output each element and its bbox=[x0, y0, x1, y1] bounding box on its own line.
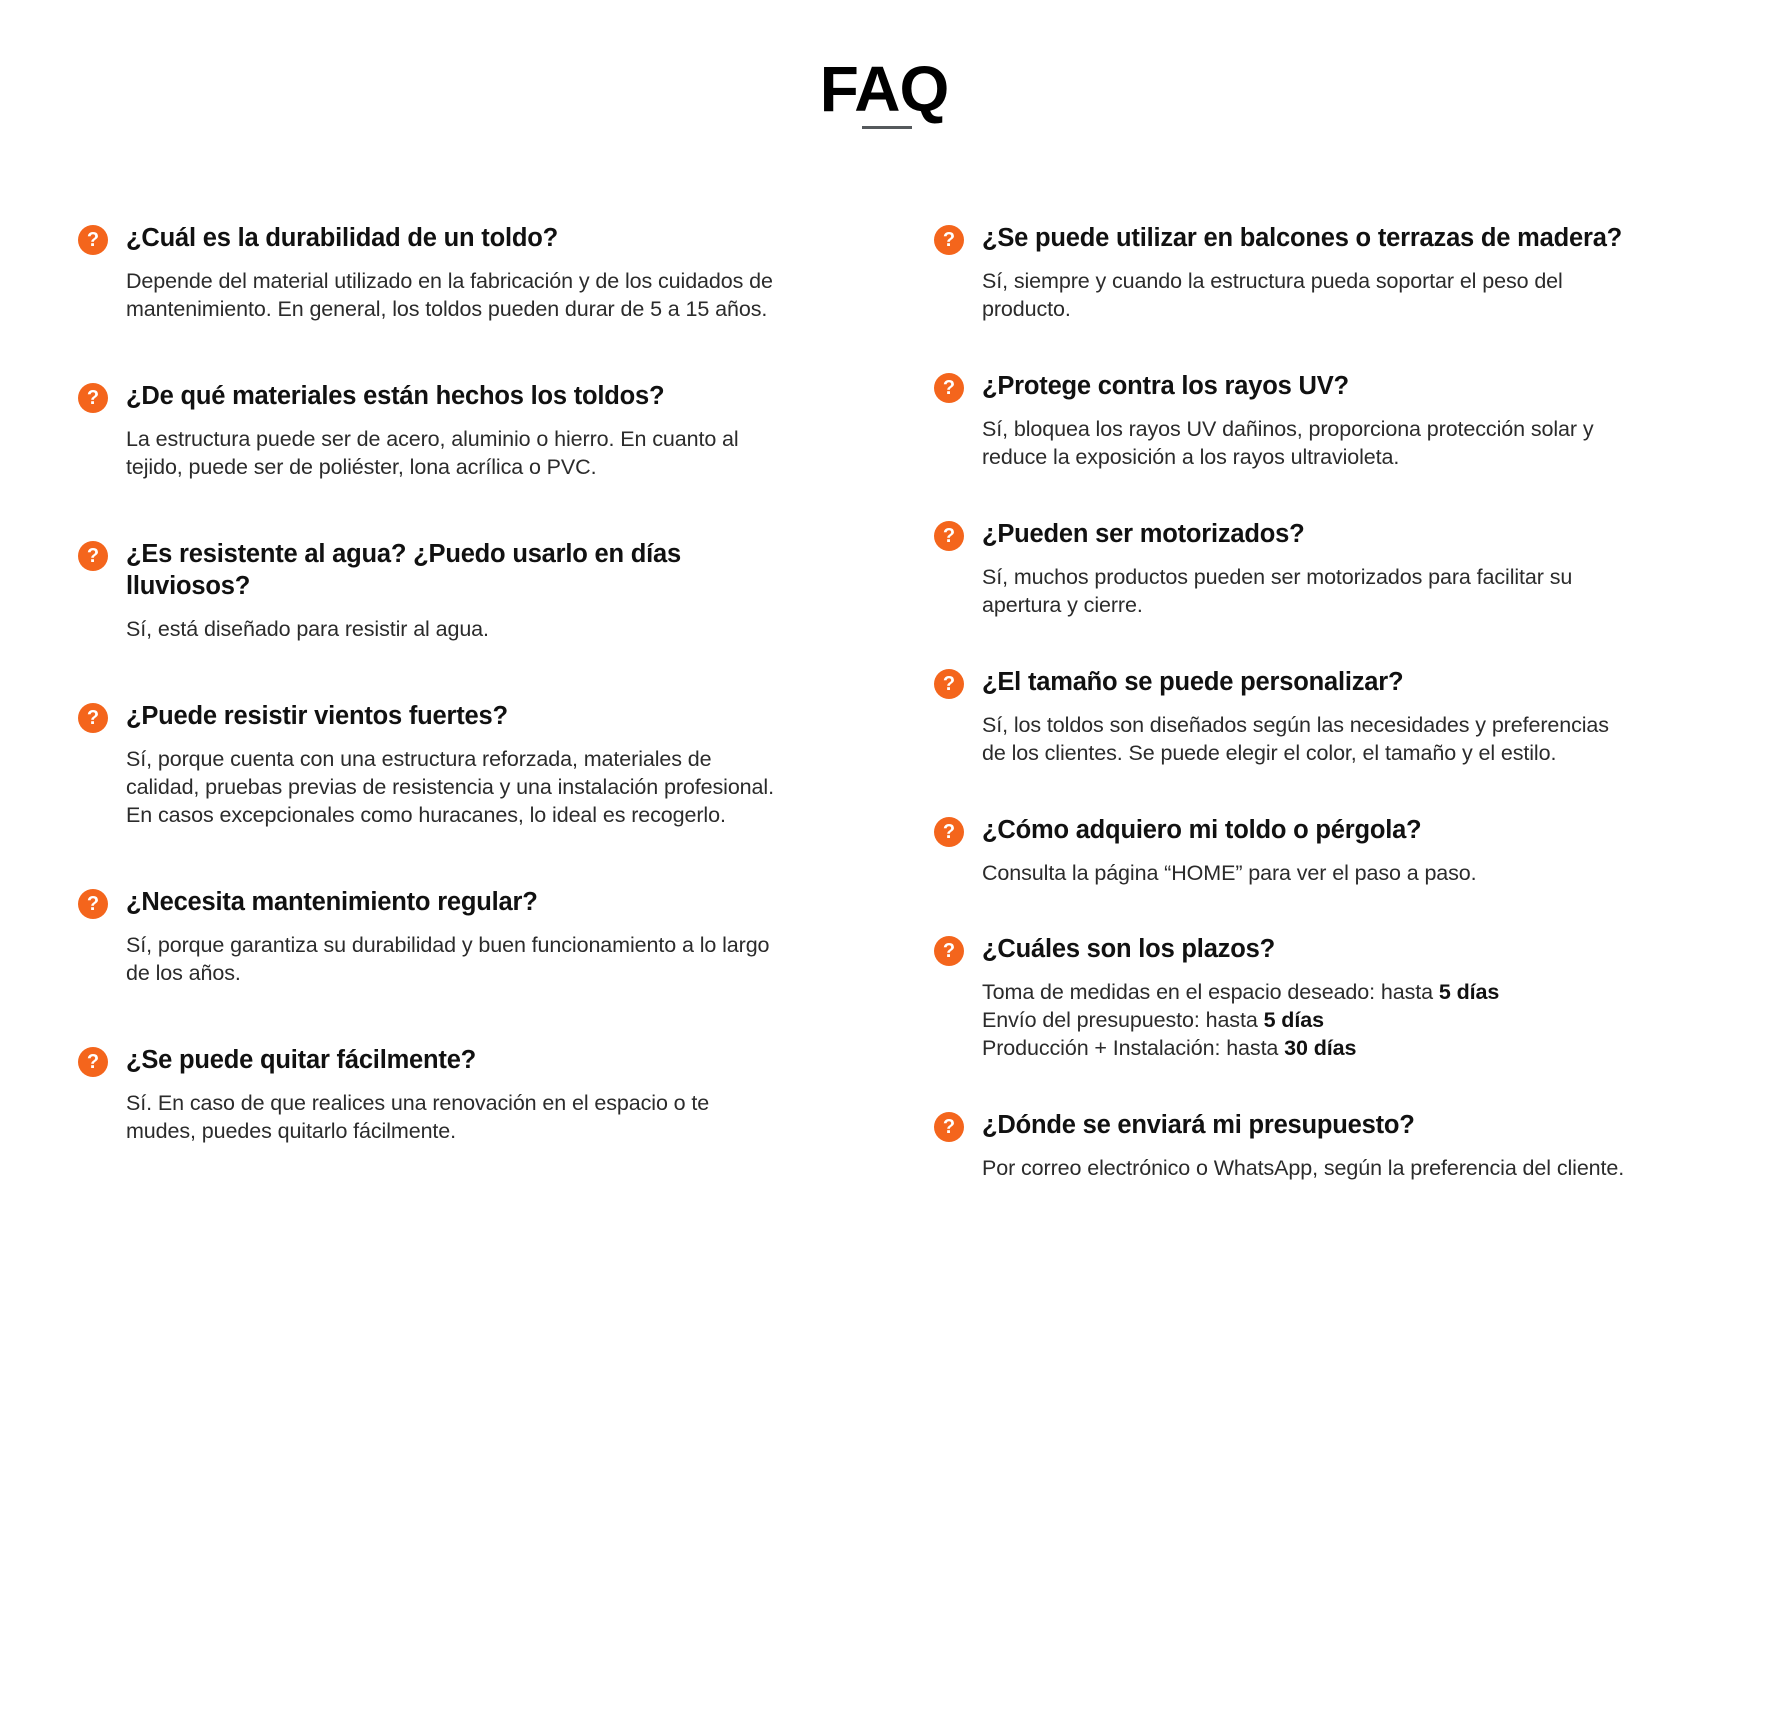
faq-item bbox=[78, 700, 824, 830]
faq-item bbox=[934, 518, 1708, 620]
faq-question-row[interactable] bbox=[78, 886, 824, 919]
page-title bbox=[819, 53, 949, 125]
faq-question-row[interactable] bbox=[934, 666, 1708, 699]
faq-question-row[interactable] bbox=[78, 700, 824, 733]
faq-answer-text: Sí, los toldos son diseñados según las necesidades y preferencias de los clientes. Se puede elegir el color, el tamaño y el estilo. bbox=[982, 712, 1609, 765]
faq-answer-text: Consulta la página “HOME” para ver el paso a paso. bbox=[982, 860, 1477, 885]
faq-question-row[interactable] bbox=[934, 1109, 1708, 1142]
faq-answer-text: Sí, muchos productos pueden ser motorizados para facilitar su apertura y cierre. bbox=[982, 564, 1573, 617]
faq-answer-text: Sí. En caso de que realices una renovación en el espacio o te mudes, puedes quitarlo fácilmente. bbox=[126, 1090, 710, 1143]
faq-question-text: ¿Es resistente al agua? ¿Puedo usarlo en días lluviosos? bbox=[126, 539, 682, 601]
question-mark-circle-icon: ? bbox=[78, 225, 108, 255]
faq-question-row[interactable] bbox=[78, 538, 824, 603]
question-mark-circle-icon: ? bbox=[934, 669, 964, 699]
faq-question-row[interactable] bbox=[934, 814, 1708, 847]
faq-columns bbox=[0, 222, 1768, 1229]
faq-item bbox=[934, 370, 1708, 472]
title-underline bbox=[862, 126, 912, 129]
question-mark-circle-icon: ? bbox=[78, 889, 108, 919]
faq-question-text: ¿Puede resistir vientos fuertes? bbox=[126, 701, 508, 730]
faq-answer-text: Por correo electrónico o WhatsApp, según la preferencia del cliente. bbox=[982, 1156, 1625, 1181]
question-mark-circle-icon: ? bbox=[934, 225, 964, 255]
question-mark-circle-icon: ? bbox=[934, 817, 964, 847]
question-mark-circle-icon: ? bbox=[78, 383, 108, 413]
faq-item bbox=[78, 222, 824, 324]
faq-column-right bbox=[884, 222, 1768, 1229]
page-title-text: FAQ bbox=[819, 53, 949, 125]
faq-question-row[interactable] bbox=[934, 933, 1708, 966]
faq-answer-text: Sí, siempre y cuando la estructura pueda soportar el peso del producto. bbox=[982, 269, 1563, 321]
faq-question-row[interactable] bbox=[78, 1044, 824, 1077]
question-mark-circle-icon: ? bbox=[78, 541, 108, 571]
faq-answer-text: Sí, porque garantiza su durabilidad y buen funcionamiento a lo largo de los años. bbox=[126, 932, 770, 985]
faq-question-text: ¿El tamaño se puede personalizar? bbox=[982, 667, 1404, 696]
faq-question-row[interactable] bbox=[934, 370, 1708, 403]
faq-column-left bbox=[0, 222, 884, 1229]
faq-answer-text: Sí, porque cuenta con una estructura reforzada, materiales de calidad, pruebas previas de resistencia y una instalación profesional. En casos excepcionales como huracanes, lo ideal es recogerlo. bbox=[126, 746, 774, 827]
faq-question-text: ¿Necesita mantenimiento regular? bbox=[126, 887, 538, 916]
faq-answer-text: Sí, bloquea los rayos UV dañinos, proporciona protección solar y reduce la exposición a los rayos ultravioleta. bbox=[982, 416, 1594, 469]
faq-question-row[interactable] bbox=[934, 222, 1708, 255]
faq-question-text: ¿De qué materiales están hechos los toldos? bbox=[126, 381, 665, 410]
faq-question-text: ¿Se puede quitar fácilmente? bbox=[126, 1045, 477, 1074]
question-mark-circle-icon: ? bbox=[934, 373, 964, 403]
question-mark-circle-icon: ? bbox=[934, 1112, 964, 1142]
faq-question-row[interactable] bbox=[934, 518, 1708, 551]
page-title-wrap bbox=[0, 53, 1768, 125]
faq-answer-text: Sí, está diseñado para resistir al agua. bbox=[126, 617, 489, 641]
faq-question-row[interactable] bbox=[78, 222, 824, 255]
faq-item bbox=[934, 814, 1708, 888]
faq-answer-text: La estructura puede ser de acero, aluminio o hierro. En cuanto al tejido, puede ser de poliéster, lona acrílica o PVC. bbox=[126, 426, 739, 479]
question-mark-circle-icon: ? bbox=[934, 521, 964, 551]
faq-question-text: ¿Pueden ser motorizados? bbox=[982, 519, 1305, 548]
question-mark-circle-icon: ? bbox=[934, 936, 964, 966]
faq-question-text: ¿Se puede utilizar en balcones o terrazas de madera? bbox=[982, 224, 1623, 252]
faq-question-text: ¿Dónde se enviará mi presupuesto? bbox=[982, 1111, 1415, 1140]
faq-question-text: ¿Cómo adquiero mi toldo o pérgola? bbox=[982, 815, 1422, 844]
faq-answer-text: Depende del material utilizado en la fabricación y de los cuidados de mantenimiento. En general, los toldos pueden durar de 5 a 15 años. bbox=[126, 269, 773, 321]
faq-question-text: ¿Cuáles son los plazos? bbox=[982, 935, 1275, 964]
faq-item bbox=[78, 380, 824, 482]
question-mark-circle-icon: ? bbox=[78, 1047, 108, 1077]
faq-item bbox=[934, 666, 1708, 768]
faq-item bbox=[78, 1044, 824, 1146]
faq-question-text: ¿Cuál es la durabilidad de un toldo? bbox=[126, 224, 558, 252]
faq-item bbox=[934, 1109, 1708, 1183]
faq-question-text: ¿Protege contra los rayos UV? bbox=[982, 371, 1349, 400]
faq-item bbox=[934, 222, 1708, 324]
faq-item bbox=[934, 933, 1708, 1063]
question-mark-circle-icon: ? bbox=[78, 703, 108, 733]
faq-item bbox=[78, 538, 824, 644]
faq-item bbox=[78, 886, 824, 988]
faq-question-row[interactable] bbox=[78, 380, 824, 413]
faq-answer-text: Toma de medidas en el espacio deseado: hasta 5 días Envío del presupuesto: hasta 5 días Producción + Instalación: hasta 30 días bbox=[982, 980, 1500, 1061]
